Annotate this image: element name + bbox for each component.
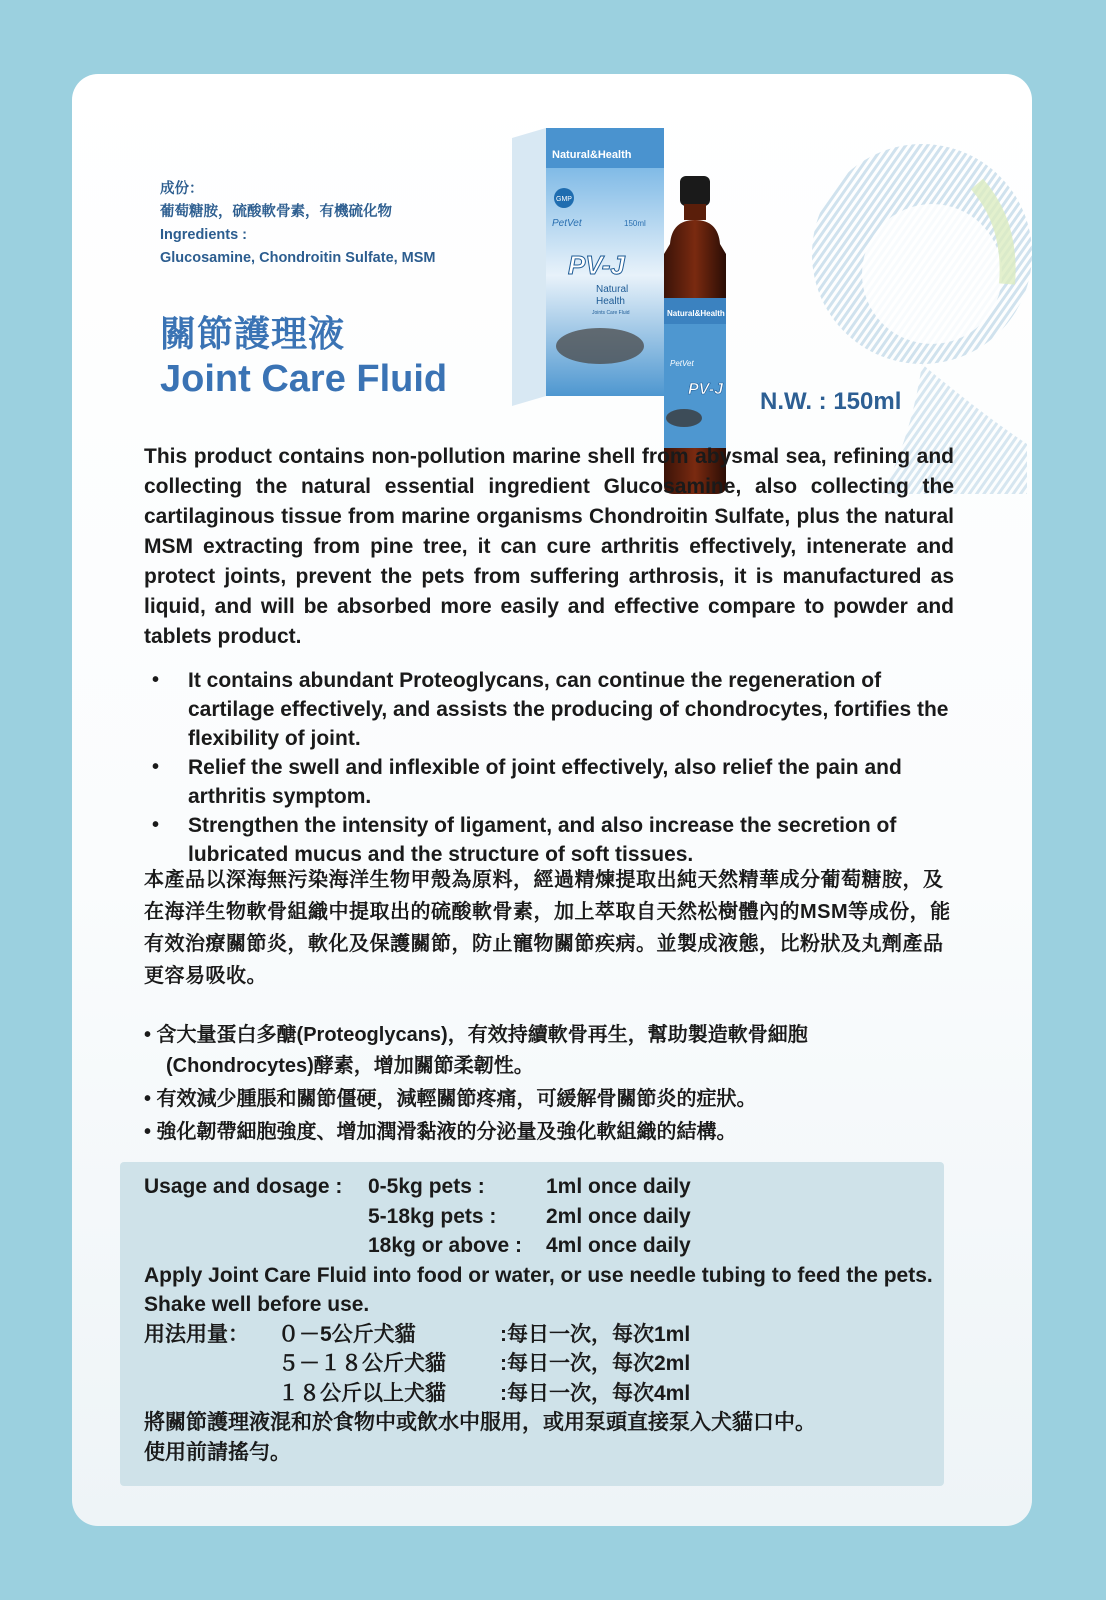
product-title-en: Joint Care Fluid xyxy=(160,358,448,400)
box-gmp-badge: GMP xyxy=(556,196,572,203)
box-sub-health: Health xyxy=(596,296,625,307)
ingredients-zh-label: 成份： xyxy=(160,181,204,197)
usage-weight: 0-5kg pets : xyxy=(368,1175,485,1198)
usage-note-en: Apply Joint Care Fluid into food or water, or use needle tubing to feed the pets. Shake well before use. xyxy=(144,1263,933,1316)
list-item: • 強化韌帶細胞強度、增加潤滑黏液的分泌量及強化軟組織的結構。 xyxy=(144,1121,737,1143)
product-title-zh: 關節護理液 xyxy=(160,313,346,354)
product-card xyxy=(72,74,1032,1526)
bullet-dot-icon: • xyxy=(152,669,160,691)
usage-label-zh: 用法用量： xyxy=(144,1322,249,1346)
usage-dose: :每日一次，每次1ml xyxy=(500,1322,691,1346)
list-item xyxy=(144,666,954,753)
product-box-and-bottle-image xyxy=(512,126,772,496)
ingredients-zh-list: 葡萄糖胺，硫酸軟骨素，有機硫化物 xyxy=(160,204,392,220)
usage-row-zh-3 xyxy=(144,1379,934,1409)
usage-label-en: Usage and dosage : xyxy=(144,1175,343,1198)
box-brand-line: Natural&Health xyxy=(552,149,632,161)
usage-dose: 1ml once daily xyxy=(546,1175,691,1198)
ingredients-en-list: Glucosamine, Chondroitin Sulfate, MSM xyxy=(160,250,436,266)
bottle-brand-line: Natural&Health xyxy=(667,309,725,318)
usage-weight: １８公斤以上犬貓 xyxy=(278,1381,446,1405)
ingredients-en-label: Ingredients : xyxy=(160,227,248,243)
ingredients-block xyxy=(160,178,436,270)
bottle-maker: PetVet xyxy=(670,359,694,368)
list-item xyxy=(144,811,954,869)
usage-dose: 2ml once daily xyxy=(546,1204,691,1228)
box-product-name: PV-J xyxy=(568,250,625,280)
usage-row-en-2 xyxy=(144,1202,934,1232)
usage-dose: :每日一次，每次4ml xyxy=(500,1381,691,1405)
box-maker: PetVet xyxy=(552,218,582,229)
usage-row-en-3 xyxy=(144,1231,934,1261)
benefits-list-en xyxy=(144,666,954,869)
decorative-swirl-graphic xyxy=(772,114,1032,494)
bullet-dot-icon: • xyxy=(152,814,160,836)
box-sub-joints: Joints Care Fluid xyxy=(592,310,630,316)
list-item: • 含大量蛋白多醣(Proteoglycans)，有效持續軟骨再生，幫助製造軟骨細胞(Chondrocytes)酵素，增加關節柔韌性。 xyxy=(144,1024,808,1077)
usage-row-en-1 xyxy=(144,1172,934,1202)
bottle-product-name: PV-J xyxy=(688,381,723,398)
usage-weight: 5-18kg pets : xyxy=(368,1204,497,1228)
intro-paragraph-en: This product contains non-pollution marine shell from abysmal sea, refining and collecting the natural essential ingredient Glucosamine, also collecting the cartilaginous tissue from marine organisms Chondroitin Sulfate, plus the natural MSM extracting from pine tree, it can cure arthritis effectively, intenerate and protect joints, prevent the pets from suffering arthrosis, it is manufactured as liquid, and will be absorbed more easily and effective compare to powder and tablets product. xyxy=(144,445,954,648)
usage-row-zh-2 xyxy=(144,1349,934,1379)
bullet-dot-icon: • xyxy=(152,756,160,778)
usage-weight: 18kg or above : xyxy=(368,1234,523,1257)
usage-row-zh-1 xyxy=(144,1320,934,1350)
list-item: • 有效減少腫脹和關節僵硬，減輕關節疼痛，可緩解骨關節炎的症狀。 xyxy=(144,1088,757,1110)
list-item xyxy=(144,753,954,811)
usage-weight: ５－１８公斤犬貓 xyxy=(278,1352,446,1375)
box-volume: 150ml xyxy=(624,219,646,228)
benefit-text: It contains abundant Proteoglycans, can continue the regeneration of cartilage effectively, and assists the producing of chondrocytes, fortifies the flexibility of joint. xyxy=(188,669,949,750)
usage-dose: :每日一次，每次2ml xyxy=(500,1352,691,1375)
benefit-text: Relief the swell and inflexible of joint effectively, also relief the pain and arthritis symptom. xyxy=(188,756,902,808)
usage-dosage-panel xyxy=(120,1162,944,1486)
usage-weight: ０－5公斤犬貓 xyxy=(278,1322,416,1346)
box-sub-natural: Natural xyxy=(596,284,629,295)
usage-note-zh-2: 使用前請搖勻。 xyxy=(144,1440,291,1464)
intro-paragraph-zh: 本產品以深海無污染海洋生物甲殼為原料，經過精煉提取出純天然精華成分葡萄糖胺，及在海洋生物軟骨組織中提取出的硫酸軟骨素，加上萃取自天然松樹體內的MSM等成份，能有效治療關節炎，軟化及保護關節，防止寵物關節疾病。並製成液態，比粉狀及丸劑產品更容易吸收。 xyxy=(144,869,951,987)
net-weight: N.W. : 150ml xyxy=(760,388,902,415)
benefits-list-zh xyxy=(144,1020,954,1150)
benefit-text: Strengthen the intensity of ligament, and also increase the secretion of lubricated mucus and the structure of soft tissues. xyxy=(188,814,897,866)
usage-dose: 4ml once daily xyxy=(546,1234,691,1257)
usage-note-zh-1: 將關節護理液混和於食物中或飲水中服用，或用泵頭直接泵入犬貓口中。 xyxy=(144,1411,816,1434)
